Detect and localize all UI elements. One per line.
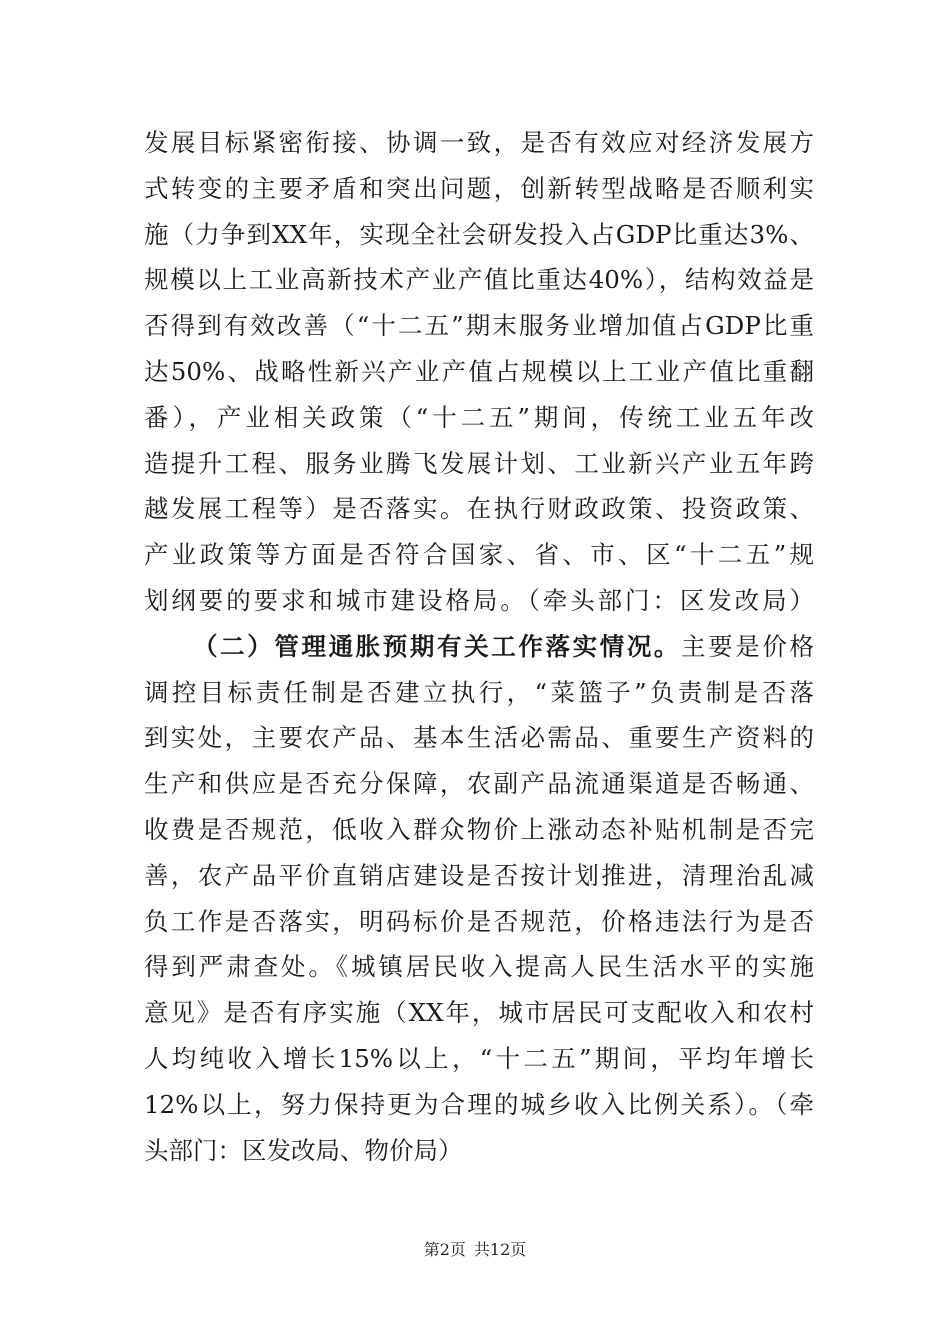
- text-line: 善，农产品平价直销店建设是否按计划推进，清理治乱减: [144, 860, 814, 890]
- text-line: 发展目标紧密衔接、协调一致，是否有效应对经济发展方: [144, 128, 814, 157]
- page-total: 共12页: [473, 1240, 527, 1259]
- body-text: [144, 120, 814, 1173]
- text-line: 越发展工程等）是否落实。在执行财政政策、投资政策、: [144, 494, 814, 524]
- section-heading: （二）管理通胀预期有关工作落实情况。: [193, 631, 682, 661]
- page-number: 第2页: [423, 1240, 466, 1259]
- text-line: 到实处，主要农产品、基本生活必需品、重要生产资料的: [144, 723, 814, 753]
- text-line: 人均纯收入增长15%以上，“十二五”期间，平均年增长: [144, 1043, 814, 1073]
- text-line: 产业政策等方面是否符合国家、省、市、区“十二五”规: [144, 540, 814, 570]
- text-line: 造提升工程、服务业腾飞发展计划、工业新兴产业五年跨: [144, 448, 814, 478]
- page-footer: [0, 1240, 950, 1260]
- section-heading-line: [144, 624, 814, 670]
- text-line: 收费是否规范，低收入群众物价上涨动态补贴机制是否完: [144, 814, 814, 844]
- text-line: 番），产业相关政策（“十二五”期间，传统工业五年改: [144, 402, 814, 432]
- text-line: 生产和供应是否充分保障，农副产品流通渠道是否畅通、: [144, 769, 814, 799]
- text-line: 负工作是否落实，明码标价是否规范，价格违法行为是否: [144, 906, 814, 936]
- text-line: 否得到有效改善（“十二五”期末服务业增加值占GDP比重: [144, 311, 814, 341]
- text-line: 得到严肃查处。《城镇居民收入提高人民生活水平的实施: [144, 952, 814, 982]
- text-fragment: 主要是价格: [681, 631, 814, 661]
- text-line: 达50%、战略性新兴产业产值占规模以上工业产值比重翻: [144, 356, 814, 386]
- text-line: 12%以上，努力保持更为合理的城乡收入比例关系）。（牵: [144, 1089, 814, 1119]
- text-line: 意见》是否有序实施（XX年，城市居民可支配收入和农村: [144, 998, 814, 1028]
- text-line: 施（力争到XX年，实现全社会研发投入占GDP比重达3%、: [144, 219, 814, 249]
- text-line: 调控目标责任制是否建立执行，“菜篮子”负责制是否落: [144, 677, 814, 707]
- text-line: 式转变的主要矛盾和突出问题，创新转型战略是否顺利实: [144, 173, 814, 203]
- text-line: 划纲要的要求和城市建设格局。（牵头部门：区发改局）: [144, 585, 814, 615]
- text-line: 头部门：区发改局、物价局）: [144, 1135, 463, 1165]
- text-line: 规模以上工业高新技术产业产值比重达40%），结构效益是: [144, 265, 814, 295]
